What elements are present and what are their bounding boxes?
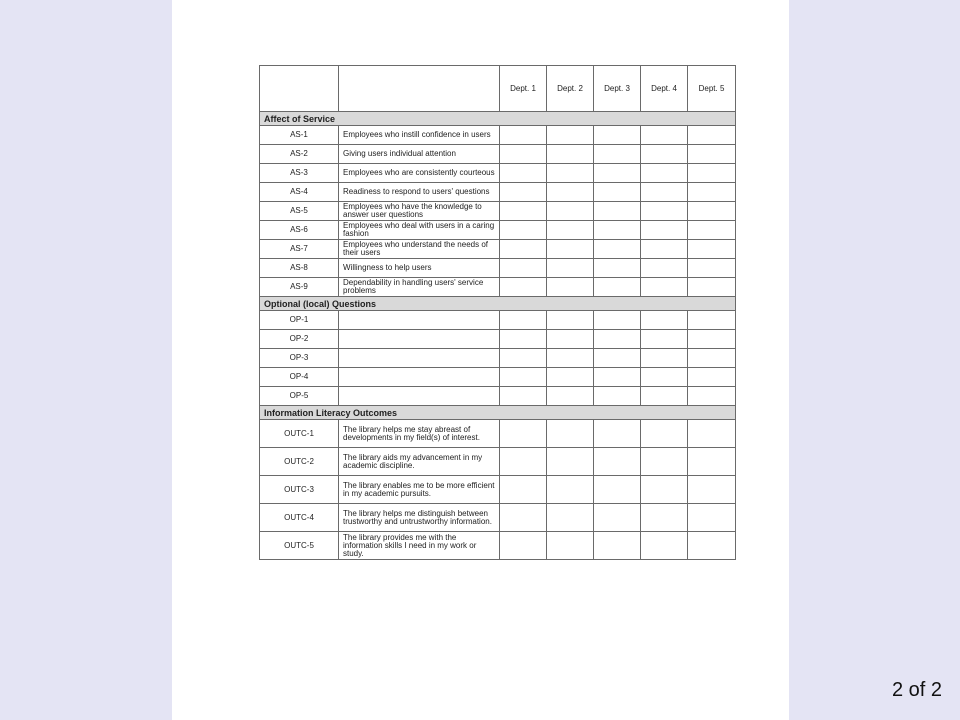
item-code: AS-8 [260,259,339,278]
section-title: Affect of Service [260,112,736,126]
dept-rating-cell [688,145,736,164]
table-row [260,330,736,349]
item-code: OP-2 [260,330,339,349]
dept-rating-cell [688,240,736,259]
survey-table-body [260,66,736,560]
item-description: The library enables me to be more efficient in my academic pursuits. [339,476,500,504]
item-description: Readiness to respond to users' questions [339,183,500,202]
dept-rating-cell [547,448,594,476]
dept-rating-cell [688,330,736,349]
dept-rating-cell [641,420,688,448]
item-code: AS-3 [260,164,339,183]
dept-rating-cell [594,532,641,560]
dept-rating-cell [594,202,641,221]
table-header-row [260,66,736,112]
dept-rating-cell [547,278,594,297]
table-row [260,259,736,278]
table-row [260,476,736,504]
dept-rating-cell [641,368,688,387]
item-code: OUTC-1 [260,420,339,448]
dept-rating-cell [688,126,736,145]
item-code: AS-2 [260,145,339,164]
dept-rating-cell [547,504,594,532]
item-code: OUTC-5 [260,532,339,560]
dept-rating-cell [500,221,547,240]
item-code: OP-1 [260,311,339,330]
header-blank-cell [339,66,500,112]
dept-rating-cell [641,311,688,330]
dept-rating-cell [641,504,688,532]
item-description [339,368,500,387]
dept-rating-cell [594,387,641,406]
item-description: Employees who have the knowledge to answer user questions [339,202,500,221]
dept-rating-cell [547,221,594,240]
dept-rating-cell [641,349,688,368]
dept-rating-cell [594,183,641,202]
dept-rating-cell [641,145,688,164]
item-description: Willingness to help users [339,259,500,278]
dept-rating-cell [594,349,641,368]
dept-rating-cell [688,448,736,476]
item-description [339,349,500,368]
dept-rating-cell [500,504,547,532]
dept-header: Dept. 4 [641,66,688,112]
dept-rating-cell [688,476,736,504]
item-code: AS-7 [260,240,339,259]
dept-rating-cell [641,164,688,183]
dept-rating-cell [500,183,547,202]
dept-rating-cell [547,330,594,349]
dept-rating-cell [688,504,736,532]
dept-header: Dept. 1 [500,66,547,112]
survey-table [259,65,736,560]
dept-rating-cell [641,387,688,406]
dept-rating-cell [688,368,736,387]
item-description: Employees who instill confidence in users [339,126,500,145]
table-row [260,368,736,387]
dept-rating-cell [641,330,688,349]
dept-rating-cell [594,311,641,330]
dept-rating-cell [688,387,736,406]
table-row [260,311,736,330]
dept-rating-cell [500,368,547,387]
dept-rating-cell [688,420,736,448]
dept-rating-cell [594,476,641,504]
table-row [260,221,736,240]
item-description: Employees who understand the needs of their users [339,240,500,259]
dept-rating-cell [500,448,547,476]
dept-rating-cell [547,259,594,278]
dept-rating-cell [688,202,736,221]
item-description: The library helps me stay abreast of developments in my field(s) of interest. [339,420,500,448]
table-row [260,387,736,406]
dept-rating-cell [688,532,736,560]
dept-rating-cell [500,164,547,183]
dept-rating-cell [688,278,736,297]
dept-rating-cell [500,202,547,221]
dept-rating-cell [688,183,736,202]
section-header-row [260,297,736,311]
dept-rating-cell [594,368,641,387]
item-description: Dependability in handling users' service problems [339,278,500,297]
table-row [260,349,736,368]
dept-rating-cell [500,349,547,368]
dept-rating-cell [500,532,547,560]
item-description: The library helps me distinguish between trustworthy and untrustworthy information. [339,504,500,532]
item-code: AS-6 [260,221,339,240]
dept-rating-cell [594,330,641,349]
item-code: AS-4 [260,183,339,202]
dept-rating-cell [500,476,547,504]
dept-rating-cell [547,387,594,406]
item-code: OP-3 [260,349,339,368]
table-row [260,532,736,560]
item-description [339,330,500,349]
dept-rating-cell [594,221,641,240]
dept-rating-cell [547,349,594,368]
page-counter: 2 of 2 [891,679,942,701]
dept-rating-cell [641,532,688,560]
dept-rating-cell [594,504,641,532]
dept-rating-cell [500,278,547,297]
section-title: Optional (local) Questions [260,297,736,311]
dept-rating-cell [594,240,641,259]
dept-rating-cell [688,221,736,240]
section-header-row [260,406,736,420]
dept-rating-cell [641,126,688,145]
dept-rating-cell [547,532,594,560]
dept-rating-cell [547,240,594,259]
dept-rating-cell [594,278,641,297]
dept-rating-cell [641,202,688,221]
table-row [260,164,736,183]
dept-rating-cell [500,259,547,278]
dept-rating-cell [641,240,688,259]
dept-rating-cell [500,126,547,145]
item-description: The library aids my advancement in my academic discipline. [339,448,500,476]
table-row [260,145,736,164]
table-row [260,240,736,259]
item-description: Employees who are consistently courteous [339,164,500,183]
header-blank-cell [260,66,339,112]
dept-rating-cell [547,183,594,202]
document-page [172,0,789,720]
table-row [260,202,736,221]
dept-rating-cell [500,330,547,349]
dept-rating-cell [594,164,641,183]
dept-rating-cell [641,183,688,202]
dept-rating-cell [688,164,736,183]
dept-rating-cell [547,476,594,504]
dept-rating-cell [500,240,547,259]
dept-rating-cell [594,259,641,278]
item-description: Giving users individual attention [339,145,500,164]
item-description: The library provides me with the information skills I need in my work or study. [339,532,500,560]
item-code: OP-4 [260,368,339,387]
dept-rating-cell [594,145,641,164]
dept-rating-cell [547,202,594,221]
dept-rating-cell [641,221,688,240]
dept-rating-cell [547,145,594,164]
table-row [260,278,736,297]
dept-header: Dept. 3 [594,66,641,112]
dept-rating-cell [594,420,641,448]
dept-rating-cell [500,145,547,164]
section-title: Information Literacy Outcomes [260,406,736,420]
item-code: OUTC-2 [260,448,339,476]
item-code: OP-5 [260,387,339,406]
dept-rating-cell [688,259,736,278]
item-code: AS-5 [260,202,339,221]
dept-rating-cell [547,420,594,448]
dept-rating-cell [641,476,688,504]
dept-header: Dept. 5 [688,66,736,112]
dept-rating-cell [688,349,736,368]
item-code: AS-9 [260,278,339,297]
dept-rating-cell [594,126,641,145]
dept-rating-cell [547,311,594,330]
table-row [260,448,736,476]
dept-rating-cell [547,126,594,145]
dept-header: Dept. 2 [547,66,594,112]
dept-rating-cell [641,448,688,476]
section-header-row [260,112,736,126]
item-code: OUTC-4 [260,504,339,532]
table-row [260,420,736,448]
item-description: Employees who deal with users in a caring fashion [339,221,500,240]
dept-rating-cell [547,164,594,183]
table-row [260,504,736,532]
table-row [260,183,736,202]
dept-rating-cell [500,420,547,448]
dept-rating-cell [641,259,688,278]
item-description [339,387,500,406]
item-description [339,311,500,330]
dept-rating-cell [547,368,594,387]
item-code: AS-1 [260,126,339,145]
dept-rating-cell [500,311,547,330]
table-row [260,126,736,145]
dept-rating-cell [641,278,688,297]
dept-rating-cell [594,448,641,476]
dept-rating-cell [500,387,547,406]
item-code: OUTC-3 [260,476,339,504]
dept-rating-cell [688,311,736,330]
